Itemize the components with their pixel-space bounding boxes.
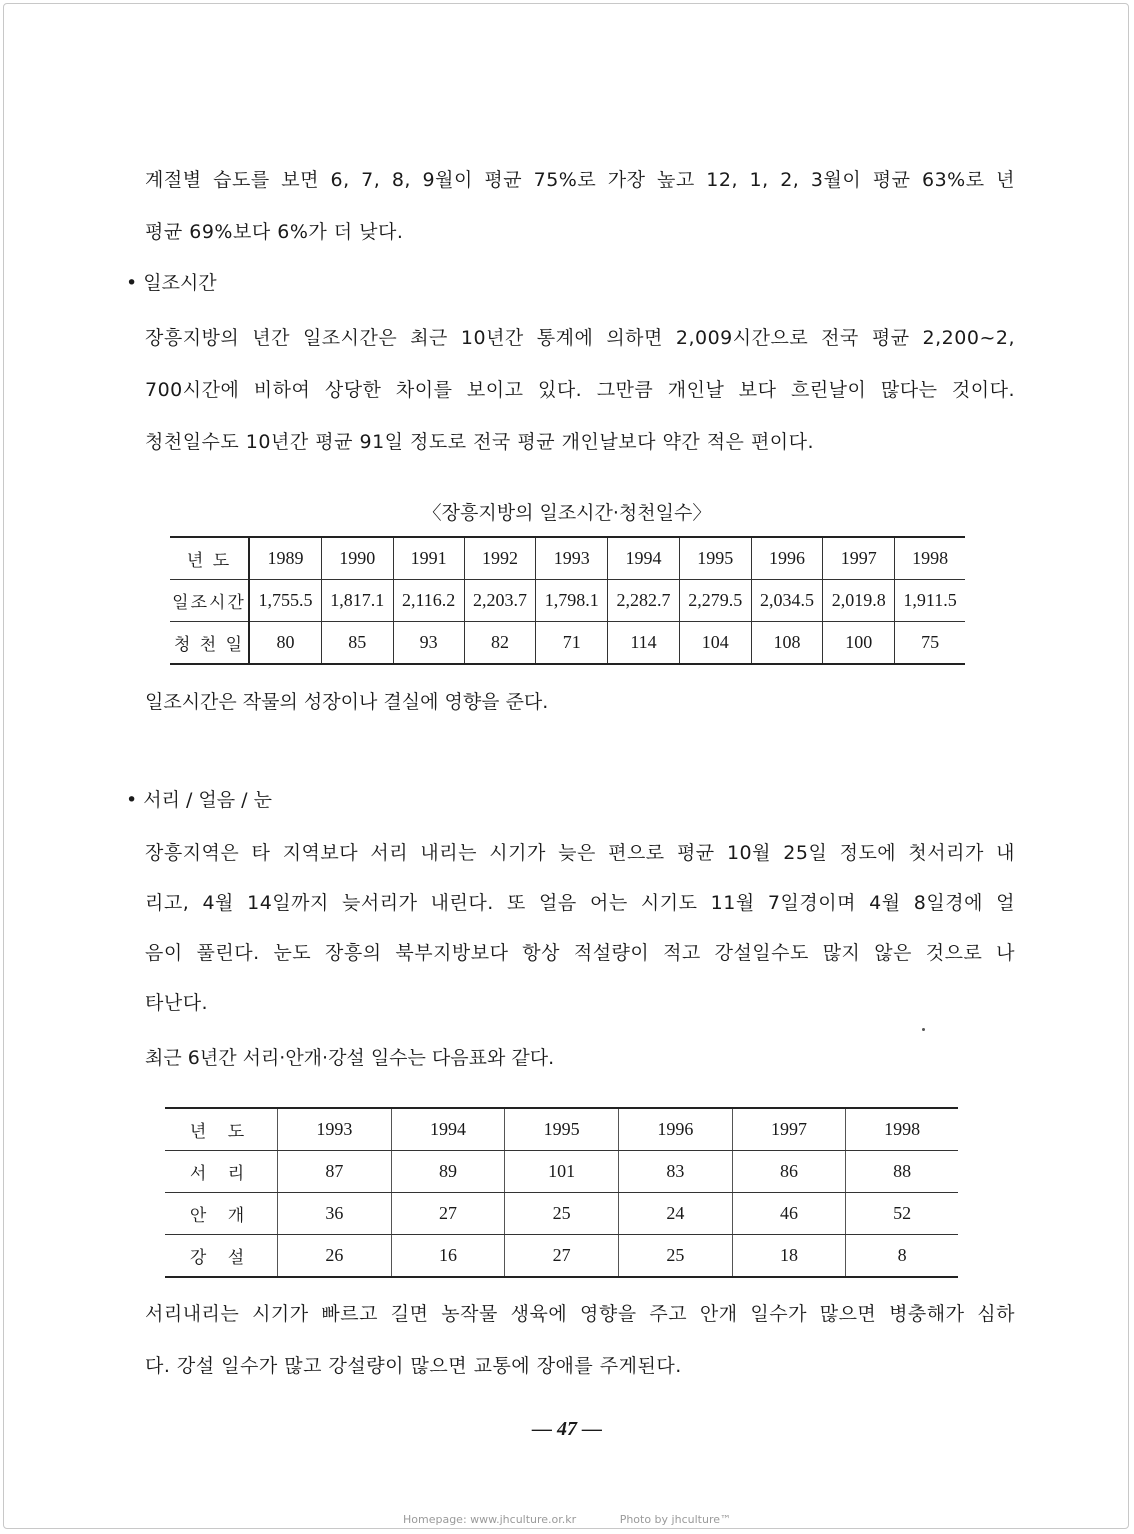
text-line: 다. 강설 일수가 많고 강설량이 많으면 교통에 장애를 주게된다. — [145, 1355, 682, 1377]
section-heading-frost: • 서리 / 얼음 / 눈 — [126, 789, 272, 811]
year-cell: 1996 — [619, 1108, 733, 1151]
value-cell: 1,817.1 — [321, 580, 393, 622]
text-line: 장흥지방의 년간 일조시간은 최근 10년간 통계에 의하면 2,009시간으로 전국 평균 2,200~2, — [145, 327, 1015, 349]
value-cell: 71 — [536, 622, 608, 665]
year-cell: 1992 — [464, 537, 536, 580]
year-cell: 1993 — [278, 1108, 392, 1151]
value-cell: 2,034.5 — [751, 580, 823, 622]
section-heading-sunshine: • 일조시간 — [126, 272, 217, 294]
humidity-paragraph — [145, 154, 1015, 258]
year-cell: 1989 — [249, 537, 321, 580]
value-cell: 46 — [732, 1193, 846, 1235]
year-cell: 1997 — [823, 537, 895, 580]
year-cell: 1995 — [505, 1108, 619, 1151]
frost-paragraph — [145, 828, 1015, 1028]
value-cell: 52 — [846, 1193, 958, 1235]
speck — [922, 1028, 925, 1031]
text-line: 청천일수도 10년간 평균 91일 정도로 전국 평균 개인날보다 약간 적은 편이다. — [145, 431, 815, 453]
year-cell: 1995 — [679, 537, 751, 580]
value-cell: 24 — [619, 1193, 733, 1235]
header-label: 년 도 — [165, 1108, 278, 1151]
value-cell: 27 — [391, 1193, 505, 1235]
sunshine-table — [170, 536, 965, 665]
footer-homepage: Homepage: www.jhculture.or.kr — [402, 1513, 577, 1526]
value-cell: 88 — [846, 1151, 958, 1193]
value-cell: 1,798.1 — [536, 580, 608, 622]
footer-photo-credit: Photo by jhculture™ — [619, 1513, 731, 1526]
table-row — [165, 1193, 958, 1235]
text-line: 평균 69%보다 6%가 더 낮다. — [145, 221, 404, 243]
text-line: 계절별 습도를 보면 6, 7, 8, 9월이 평균 75%로 가장 높고 12, 1, 2, 3월이 평균 63%로 년 — [145, 169, 1015, 191]
closing-paragraph — [145, 1288, 1015, 1392]
value-cell: 26 — [278, 1235, 392, 1278]
value-cell: 85 — [321, 622, 393, 665]
table-header-row — [170, 537, 965, 580]
value-cell: 2,279.5 — [679, 580, 751, 622]
value-cell: 80 — [249, 622, 321, 665]
value-cell: 1,911.5 — [895, 580, 965, 622]
year-cell: 1990 — [321, 537, 393, 580]
table-row — [170, 580, 965, 622]
row-label: 서 리 — [165, 1151, 278, 1193]
value-cell: 100 — [823, 622, 895, 665]
value-cell: 89 — [391, 1151, 505, 1193]
value-cell: 114 — [608, 622, 680, 665]
row-label: 일조시간 — [170, 580, 249, 622]
value-cell: 101 — [505, 1151, 619, 1193]
text-line: 서리내리는 시기가 빠르고 길면 농작물 생육에 영향을 주고 안개 일수가 많으면 병충해가 심하 — [145, 1303, 1015, 1325]
text-line: 타난다. — [145, 992, 209, 1014]
value-cell: 2,019.8 — [823, 580, 895, 622]
year-cell: 1998 — [895, 537, 965, 580]
value-cell: 8 — [846, 1235, 958, 1278]
row-label: 안 개 — [165, 1193, 278, 1235]
table-row — [170, 622, 965, 665]
value-cell: 2,203.7 — [464, 580, 536, 622]
page-number: — 47 — — [532, 1418, 602, 1440]
value-cell: 75 — [895, 622, 965, 665]
value-cell: 87 — [278, 1151, 392, 1193]
value-cell: 86 — [732, 1151, 846, 1193]
year-cell: 1997 — [732, 1108, 846, 1151]
value-cell: 2,116.2 — [393, 580, 464, 622]
year-cell: 1998 — [846, 1108, 958, 1151]
value-cell: 108 — [751, 622, 823, 665]
sunshine-table-caption: 〈장흥지방의 일조시간·청천일수〉 — [422, 502, 712, 524]
text-line: 700시간에 비하여 상당한 차이를 보이고 있다. 그만큼 개인날 보다 흐린날이 많다는 것이다. — [145, 379, 1015, 401]
sunshine-note: 일조시간은 작물의 성장이나 결실에 영향을 준다. — [145, 691, 549, 713]
value-cell: 93 — [393, 622, 464, 665]
year-cell: 1993 — [536, 537, 608, 580]
value-cell: 18 — [732, 1235, 846, 1278]
frost-table-intro: 최근 6년간 서리·안개·강설 일수는 다음표와 같다. — [145, 1047, 555, 1069]
table-header-row — [165, 1108, 958, 1151]
text-line: 장흥지역은 타 지역보다 서리 내리는 시기가 늦은 편으로 평균 10월 25일 정도에 첫서리가 내 — [145, 842, 1015, 864]
value-cell: 36 — [278, 1193, 392, 1235]
footer — [0, 1513, 1134, 1526]
sunshine-paragraph — [145, 312, 1015, 468]
year-cell: 1994 — [608, 537, 680, 580]
header-label: 년 도 — [170, 537, 249, 580]
value-cell: 25 — [619, 1235, 733, 1278]
row-label: 청 천 일 — [173, 635, 245, 655]
text-line: 리고, 4월 14일까지 늦서리가 내린다. 또 얼음 어는 시기도 11월 7일경이며 4월 8일경에 얼 — [145, 892, 1015, 914]
table-row — [165, 1235, 958, 1278]
text-line: 음이 풀린다. 눈도 장흥의 북부지방보다 항상 적설량이 적고 강설일수도 많지 않은 것으로 나 — [145, 942, 1015, 964]
value-cell: 83 — [619, 1151, 733, 1193]
value-cell: 2,282.7 — [608, 580, 680, 622]
value-cell: 82 — [464, 622, 536, 665]
value-cell: 104 — [679, 622, 751, 665]
table-row — [165, 1151, 958, 1193]
year-cell: 1994 — [391, 1108, 505, 1151]
year-cell: 1996 — [751, 537, 823, 580]
value-cell: 1,755.5 — [249, 580, 321, 622]
row-label: 강 설 — [189, 1248, 253, 1268]
value-cell: 27 — [505, 1235, 619, 1278]
year-cell: 1991 — [393, 537, 464, 580]
frost-table — [165, 1107, 958, 1278]
value-cell: 16 — [391, 1235, 505, 1278]
value-cell: 25 — [505, 1193, 619, 1235]
